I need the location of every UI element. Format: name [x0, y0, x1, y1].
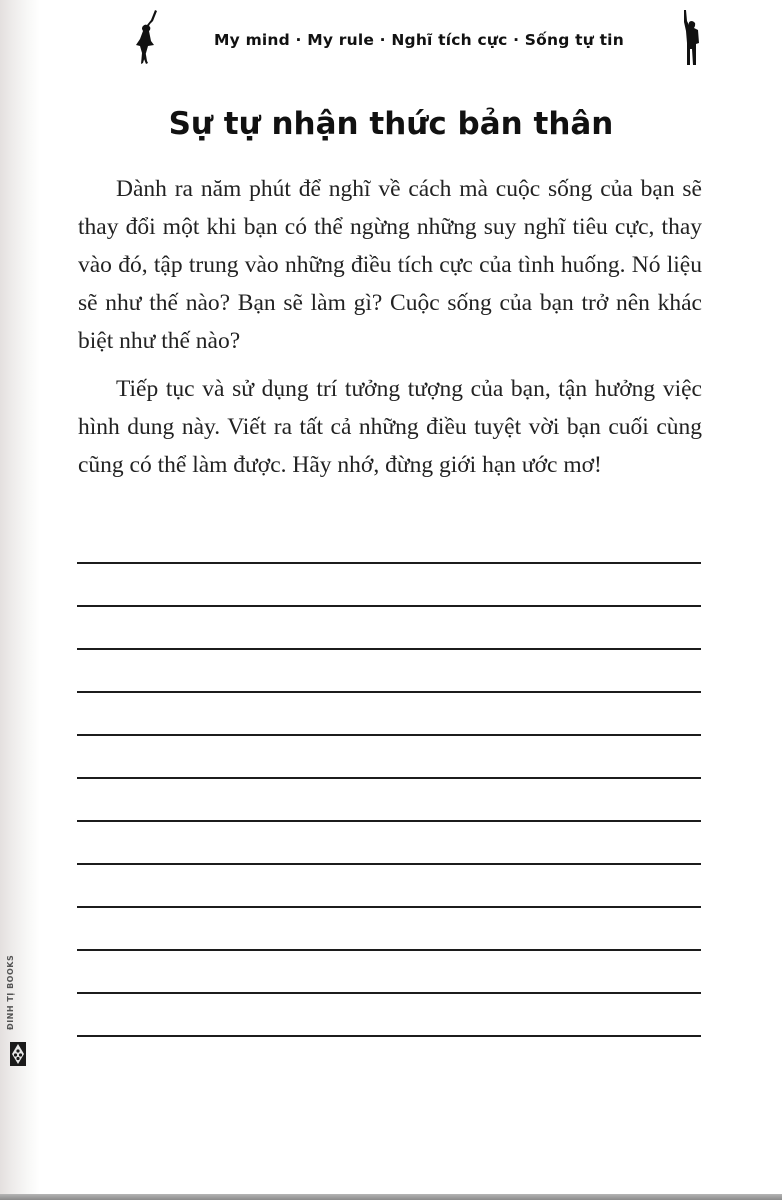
writing-line[interactable]	[77, 992, 701, 994]
page-bottom-edge	[0, 1194, 782, 1200]
writing-line[interactable]	[77, 1035, 701, 1037]
body-paragraph-2: Tiếp tục và sử dụng trí tưởng tượng của bạn, tận hưởng việc hình dung này. Viết ra tất cả những điều tuyệt vời bạn cuối cùng cũng có thể làm được. Hãy nhớ, đừng giới hạn ước mơ!	[78, 376, 702, 478]
writing-lines[interactable]	[77, 562, 701, 1078]
body-paragraph-1: Dành ra năm phút để nghĩ về cách mà cuộc sống của bạn sẽ thay đổi một khi bạn có thể ngừng những suy nghĩ tiêu cực, thay vào đó, tập trung vào những điều tích cực của tình huống. Nó liệu sẽ như thế nào? Bạn sẽ làm gì? Cuộc sống của bạn trở nên khác biệt như thế nào?	[78, 176, 702, 354]
writing-line[interactable]	[77, 648, 701, 650]
series-tagline: My mind · My rule · Nghĩ tích cực · Sống tự tin	[214, 31, 624, 49]
writing-line[interactable]	[77, 949, 701, 951]
boy-silhouette-icon	[678, 9, 704, 67]
publisher-name: ĐINH TỊ BOOKS	[6, 954, 15, 1030]
writing-line[interactable]	[77, 605, 701, 607]
dinh-ti-logo-icon	[10, 1042, 26, 1066]
writing-line[interactable]	[77, 691, 701, 693]
writing-line[interactable]	[77, 734, 701, 736]
girl-silhouette-icon	[134, 9, 160, 67]
page-title: Sự tự nhận thức bản thân	[168, 106, 614, 142]
writing-line[interactable]	[77, 777, 701, 779]
writing-line[interactable]	[77, 906, 701, 908]
writing-line[interactable]	[77, 562, 701, 564]
page-header	[134, 8, 704, 68]
publisher-mark	[6, 944, 30, 1068]
writing-line[interactable]	[77, 863, 701, 865]
writing-line[interactable]	[77, 820, 701, 822]
